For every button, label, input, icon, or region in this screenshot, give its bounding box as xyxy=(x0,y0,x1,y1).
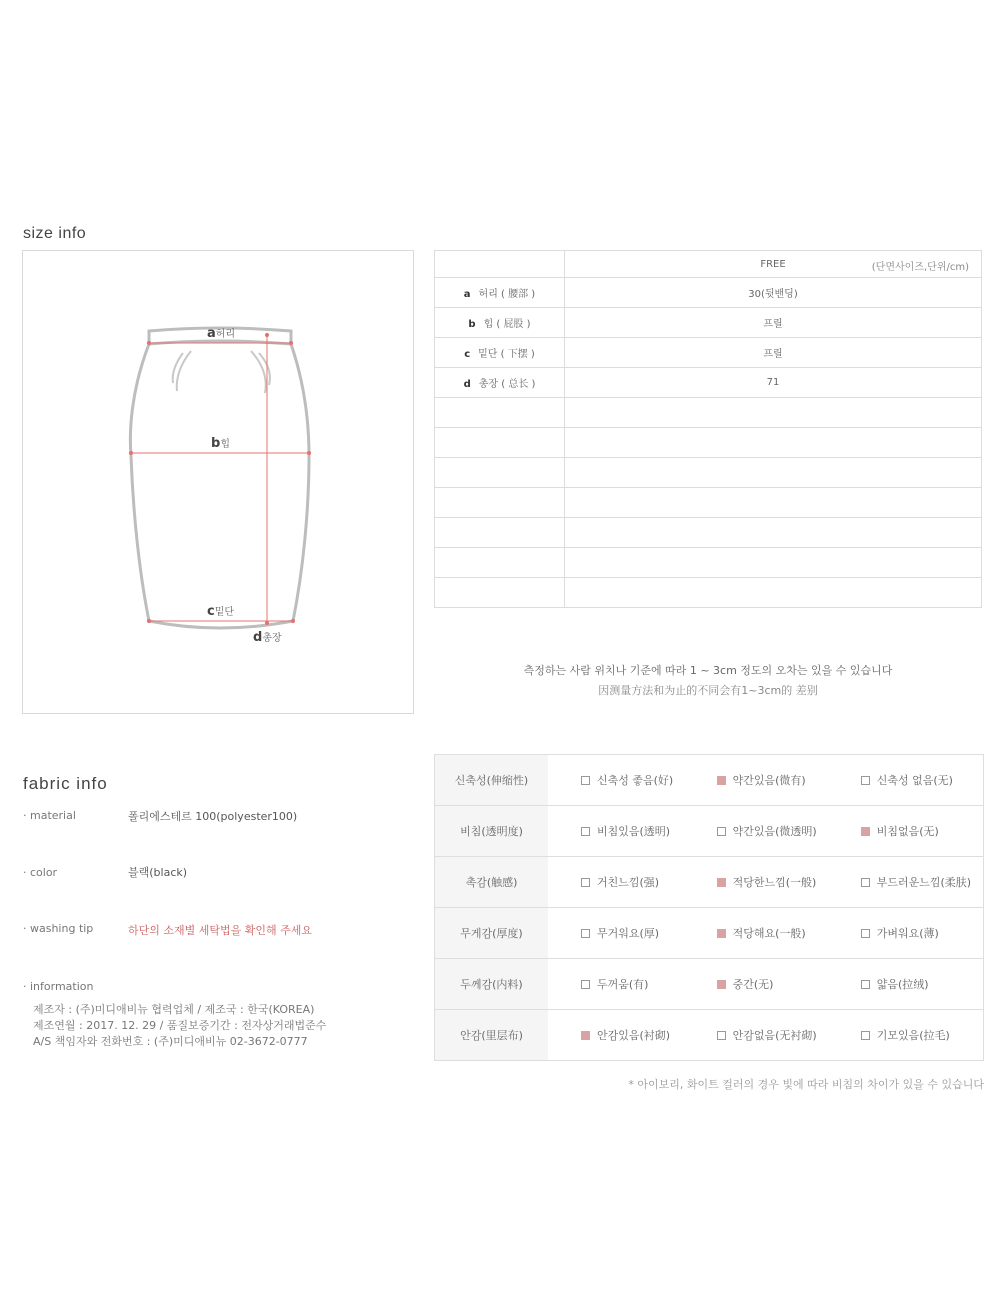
fabric-info-title: fabric info xyxy=(23,774,108,793)
property-option xyxy=(828,806,984,857)
property-name: 신축성(伸缩性) xyxy=(435,755,549,806)
unchecked-box-icon xyxy=(717,827,726,836)
color-label: · color xyxy=(23,866,58,879)
option-label: 얇음(拉绒) xyxy=(876,978,929,991)
property-name: 무게감(厚度) xyxy=(435,908,549,959)
skirt-diagram xyxy=(22,250,414,714)
unchecked-box-icon xyxy=(581,827,590,836)
option-label: 중간(无) xyxy=(732,978,774,991)
unchecked-box-icon xyxy=(861,1031,870,1040)
size-table xyxy=(434,250,982,608)
property-option xyxy=(828,755,984,806)
property-option xyxy=(828,1010,984,1061)
property-option xyxy=(548,959,684,1010)
option-label: 약간있음(微透明) xyxy=(732,825,817,838)
property-option xyxy=(684,1010,828,1061)
property-option xyxy=(548,755,684,806)
row-key: c xyxy=(464,349,471,360)
row-value: 71 xyxy=(565,368,982,398)
row-value: 프릴 xyxy=(565,308,982,338)
material-value: 폴리에스테르 100(polyester100) xyxy=(128,810,298,823)
option-label: 가벼워요(薄) xyxy=(876,927,939,940)
empty-row xyxy=(435,548,982,578)
info-line: A/S 책임자와 전화번호 : (주)미디애비뉴 02-3672-0777 xyxy=(33,1035,308,1048)
property-row xyxy=(435,1010,984,1061)
option-label: 거친느낌(强) xyxy=(597,876,660,889)
row-label: 허리 ( 腰部 ) xyxy=(478,289,536,300)
measure-c-label: c밑단 xyxy=(207,604,235,619)
measure-d-label: d총장 xyxy=(253,630,282,645)
property-row xyxy=(435,755,984,806)
checked-box-icon xyxy=(581,1031,590,1040)
info-line: 제조자 : (주)미디애비뉴 협력업체 / 제조국 : 한국(KOREA) xyxy=(33,1003,315,1016)
property-row xyxy=(435,806,984,857)
row-value: 프릴 xyxy=(565,338,982,368)
property-option xyxy=(548,908,684,959)
checked-box-icon xyxy=(717,776,726,785)
empty-row xyxy=(435,428,982,458)
table-row xyxy=(435,338,982,368)
table-row xyxy=(435,308,982,338)
footnote: * 아이보리, 화이트 컬러의 경우 빛에 따라 비침의 차이가 있을 수 있습니다 xyxy=(628,1078,984,1091)
washing-tip-value: 하단의 소재별 세탁법을 확인해 주세요 xyxy=(128,924,313,937)
property-option xyxy=(684,806,828,857)
option-label: 약간있음(微有) xyxy=(732,774,806,787)
property-row xyxy=(435,857,984,908)
checked-box-icon xyxy=(717,878,726,887)
option-label: 신축성 없음(无) xyxy=(876,774,953,787)
empty-row xyxy=(435,488,982,518)
info-line: 제조연월 : 2017. 12. 29 / 품질보증기간 : 전자상거래법준수 xyxy=(33,1019,327,1032)
measurement-note-korean: 측정하는 사람 위치나 기준에 따라 1 ~ 3cm 정도의 오차는 있을 수 있습니다 xyxy=(523,664,893,677)
property-option xyxy=(828,959,984,1010)
checked-box-icon xyxy=(861,827,870,836)
size-column-free: FREE xyxy=(760,258,786,270)
option-label: 안감있음(衬砌) xyxy=(597,1029,671,1042)
property-option xyxy=(828,908,984,959)
property-option xyxy=(684,857,828,908)
unchecked-box-icon xyxy=(581,776,590,785)
unchecked-box-icon xyxy=(581,929,590,938)
measurement-note-chinese: 因测量方法和为止的不同会有1~3cm的 差别 xyxy=(598,684,818,697)
size-info-title: size info xyxy=(23,225,87,242)
unchecked-box-icon xyxy=(861,980,870,989)
property-name: 안감(里层布) xyxy=(435,1010,549,1061)
unchecked-box-icon xyxy=(861,776,870,785)
row-value: 30(뒷밴딩) xyxy=(565,278,982,308)
property-name: 두께감(内料) xyxy=(435,959,549,1010)
row-key: d xyxy=(463,379,471,390)
row-label: 총장 ( 总长 ) xyxy=(478,379,536,390)
empty-row xyxy=(435,398,982,428)
property-option xyxy=(548,857,684,908)
option-label: 비침있음(透明) xyxy=(597,825,671,838)
unchecked-box-icon xyxy=(717,1031,726,1040)
property-option xyxy=(684,908,828,959)
row-label: 밑단 ( 下摆 ) xyxy=(478,349,535,360)
property-row xyxy=(435,959,984,1010)
table-row xyxy=(435,278,982,308)
property-option xyxy=(548,1010,684,1061)
row-label: 힙 ( 屁股 ) xyxy=(483,319,531,330)
unchecked-box-icon xyxy=(861,929,870,938)
option-label: 비침없음(无) xyxy=(876,825,939,838)
unchecked-box-icon xyxy=(581,980,590,989)
unit-note: (단면사이즈,단위/cm) xyxy=(871,262,969,273)
size-table-header-row xyxy=(435,251,982,278)
property-name: 촉감(触感) xyxy=(435,857,549,908)
unchecked-box-icon xyxy=(861,878,870,887)
property-name: 비침(透明度) xyxy=(435,806,549,857)
option-label: 무거워요(厚) xyxy=(597,927,660,940)
empty-row xyxy=(435,518,982,548)
fabric-property-table xyxy=(434,754,984,1061)
color-value: 블랙(black) xyxy=(128,866,188,879)
option-label: 적당해요(一般) xyxy=(732,927,806,940)
washing-tip-label: · washing tip xyxy=(23,922,94,935)
measure-a-label: a허리 xyxy=(207,326,236,341)
material-label: · material xyxy=(23,809,76,822)
option-label: 적당한느낌(一般) xyxy=(732,876,817,889)
property-option xyxy=(548,806,684,857)
option-label: 안감없음(无衬砌) xyxy=(732,1029,817,1042)
information-label: · information xyxy=(23,980,94,993)
empty-row xyxy=(435,578,982,608)
property-option xyxy=(828,857,984,908)
table-row xyxy=(435,368,982,398)
property-row xyxy=(435,908,984,959)
empty-row xyxy=(435,458,982,488)
option-label: 신축성 좋음(好) xyxy=(597,774,674,787)
row-key: a xyxy=(463,289,471,300)
checked-box-icon xyxy=(717,980,726,989)
unchecked-box-icon xyxy=(581,878,590,887)
row-key: b xyxy=(468,319,476,330)
option-label: 기모있음(拉毛) xyxy=(876,1029,950,1042)
option-label: 두꺼움(有) xyxy=(597,978,649,991)
measure-b-label: b힙 xyxy=(211,436,230,451)
property-option xyxy=(684,959,828,1010)
checked-box-icon xyxy=(717,929,726,938)
option-label: 부드러운느낌(柔肤) xyxy=(876,876,972,889)
property-option xyxy=(684,755,828,806)
skirt-outline-drawing xyxy=(23,251,415,715)
